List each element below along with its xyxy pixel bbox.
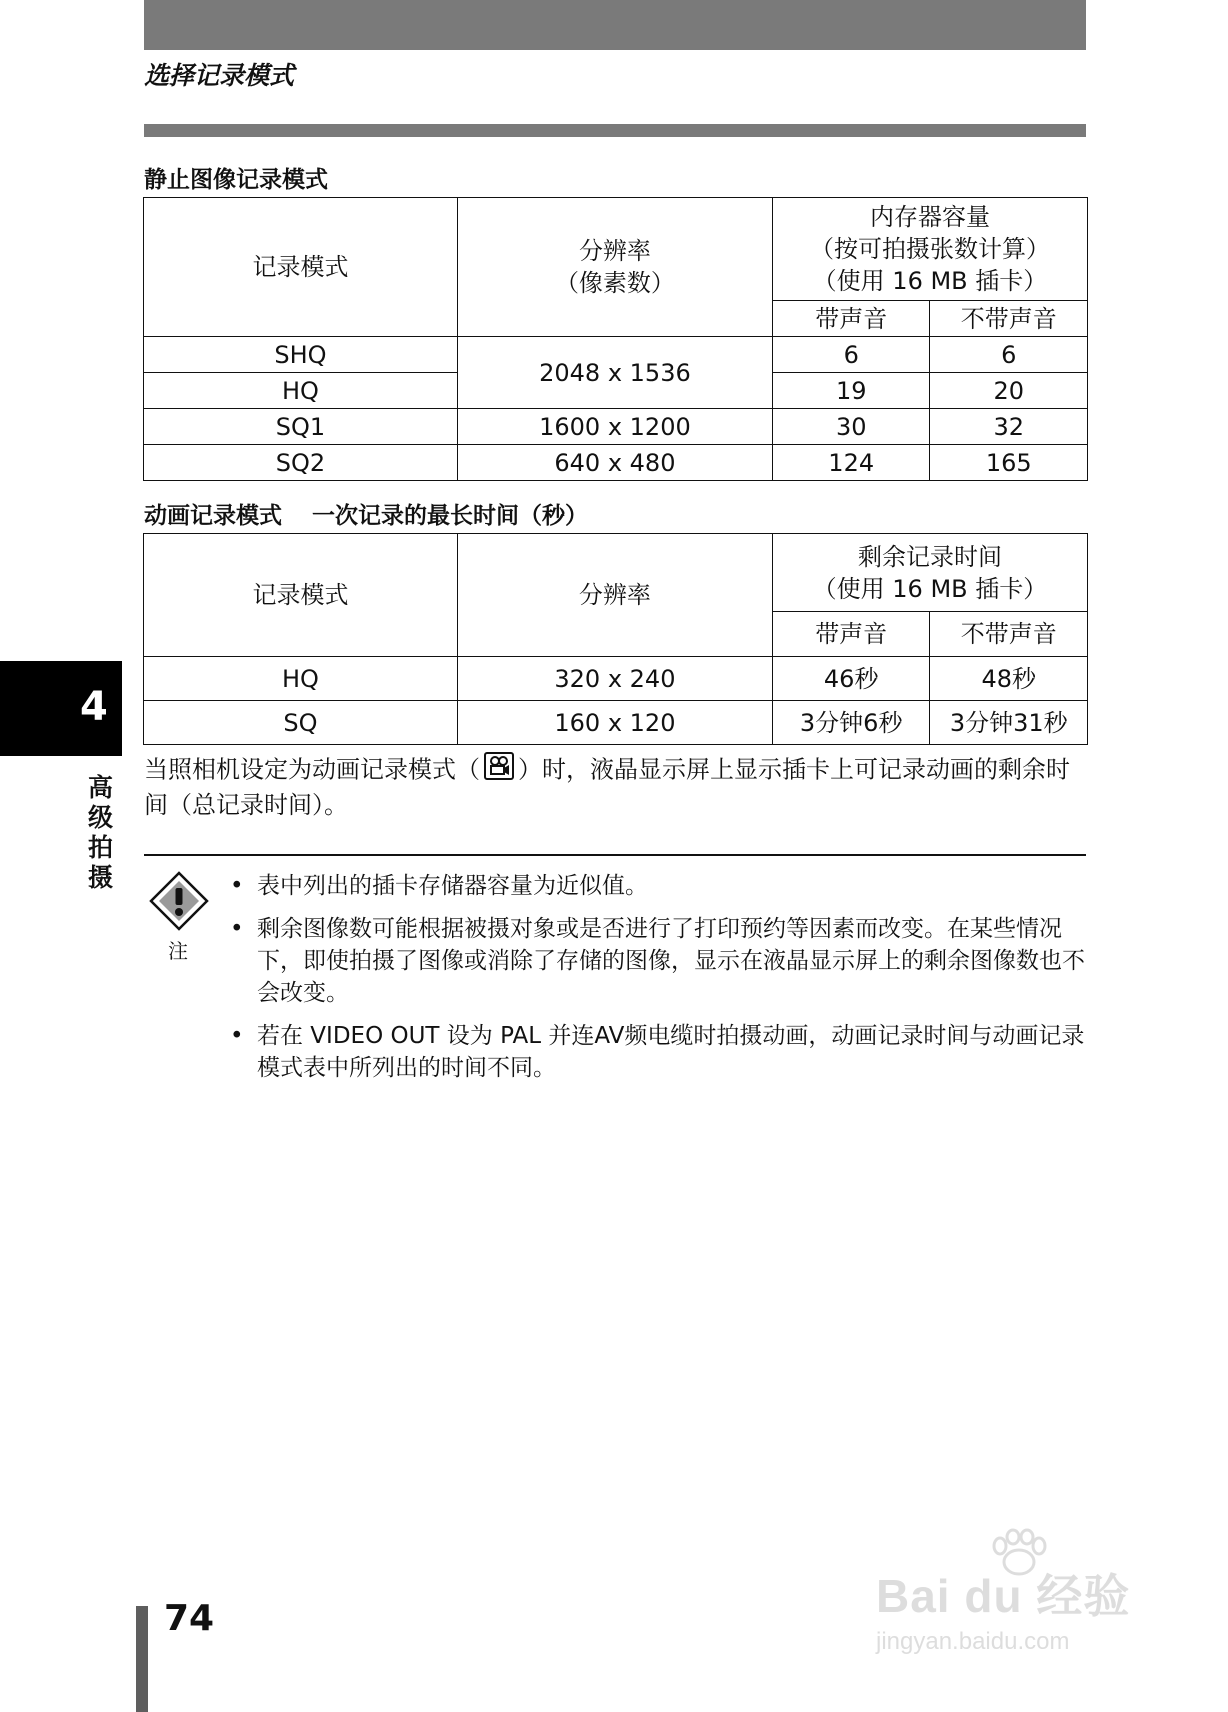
page-number-bar (136, 1606, 148, 1712)
cell-mode: SQ2 (144, 445, 458, 481)
still-image-table (143, 197, 1088, 481)
col-header-with-sound: 带声音 (772, 612, 930, 657)
table-row (144, 657, 1088, 701)
header-rule (144, 124, 1086, 137)
col-header-mode: 记录模式 (144, 534, 458, 657)
bullet: • (230, 1023, 244, 1049)
table-row (144, 701, 1088, 745)
movie-section-title (144, 497, 588, 530)
cell-mode: HQ (144, 657, 458, 701)
col-header-no-sound: 不带声音 (930, 612, 1088, 657)
rem-header-line2: （使用 16 MB 插卡） (812, 574, 1048, 603)
notes-rule (144, 854, 1086, 856)
paragraph-text-after: ）时，液晶显示屏上显示插卡上可记录动画的剩余时间（总记录时间）。 (144, 755, 1070, 819)
page-header-title: 选择记录模式 (144, 61, 295, 90)
col-header-remaining (772, 534, 1087, 612)
res-header-line1: 分辨率 (578, 237, 651, 265)
bullet: • (230, 873, 244, 899)
cell-with-sound: 6 (772, 337, 930, 373)
table-row (144, 337, 1088, 373)
page-number: 74 (164, 1598, 215, 1639)
cell-with-sound: 19 (772, 373, 930, 409)
note-label: 注 (168, 939, 188, 963)
note-text: 剩余图像数可能根据被摄对象或是否进行了打印预约等因素而改变。在某些情况下，即使拍摄了图像或消除了存储的图像，显示在液晶显示屏上的剩余图像数也不会改变。 (257, 916, 1085, 1006)
list-item (230, 870, 1088, 902)
rem-header-line1: 剩余记录时间 (857, 542, 1002, 571)
notes-list (230, 870, 1088, 1095)
cap-header-line2: （按可拍摄张数计算） (809, 235, 1050, 263)
res-header-line2: （像素数） (554, 269, 675, 297)
movie-mode-icon (484, 752, 514, 789)
col-header-no-sound: 不带声音 (930, 301, 1088, 337)
col-header-capacity (772, 198, 1087, 301)
top-bar (144, 0, 1086, 50)
cell-no-sound: 165 (930, 445, 1088, 481)
list-item (230, 1020, 1088, 1084)
cell-no-sound: 20 (930, 373, 1088, 409)
chapter-label: 高级拍摄 (88, 773, 114, 892)
cell-mode: HQ (144, 373, 458, 409)
cell-resolution: 640 x 480 (457, 445, 772, 481)
table-row (144, 445, 1088, 481)
movie-mode-paragraph (144, 752, 1088, 822)
note-text: 表中列出的插卡存储器容量为近似值。 (257, 873, 648, 899)
cell-no-sound: 3分钟31秒 (930, 701, 1088, 745)
watermark-url: jingyan.baidu.com (876, 1628, 1070, 1655)
col-header-resolution: 分辨率 (457, 534, 772, 657)
cell-resolution: 2048 x 1536 (457, 337, 772, 409)
still-section-title: 静止图像记录模式 (144, 167, 328, 193)
cell-resolution: 320 x 240 (457, 657, 772, 701)
cell-mode: SHQ (144, 337, 458, 373)
baidu-watermark (874, 1528, 1154, 1658)
cell-with-sound: 124 (772, 445, 930, 481)
table-row (144, 409, 1088, 445)
list-item (230, 913, 1088, 1009)
cell-mode: SQ (144, 701, 458, 745)
cell-with-sound: 46秒 (772, 657, 930, 701)
movie-title-main: 动画记录模式 (144, 503, 282, 529)
cell-resolution: 1600 x 1200 (457, 409, 772, 445)
col-header-with-sound: 带声音 (772, 301, 930, 337)
cell-with-sound: 3分钟6秒 (772, 701, 930, 745)
cell-with-sound: 30 (772, 409, 930, 445)
cell-no-sound: 32 (930, 409, 1088, 445)
cell-no-sound: 6 (930, 337, 1088, 373)
watermark-logo: Bai du 经验 (876, 1570, 1131, 1622)
movie-table (143, 533, 1088, 745)
bullet: • (230, 916, 244, 942)
cell-mode: SQ1 (144, 409, 458, 445)
cell-no-sound: 48秒 (930, 657, 1088, 701)
col-header-mode: 记录模式 (144, 198, 458, 337)
col-header-resolution (457, 198, 772, 337)
cell-resolution: 160 x 120 (457, 701, 772, 745)
cap-header-line1: 内存器容量 (869, 203, 990, 231)
movie-title-sub: 一次记录的最长时间（秒） (312, 503, 588, 529)
warning-icon (148, 870, 210, 932)
chapter-number: 4 (80, 684, 108, 730)
paragraph-text-before: 当照相机设定为动画记录模式（ (144, 755, 480, 784)
note-text: 若在 VIDEO OUT 设为 PAL 并连AV频电缆时拍摄动画，动画记录时间与动画记录模式表中所列出的时间不同。 (257, 1023, 1085, 1081)
cap-header-line3: （使用 16 MB 插卡） (812, 267, 1048, 295)
